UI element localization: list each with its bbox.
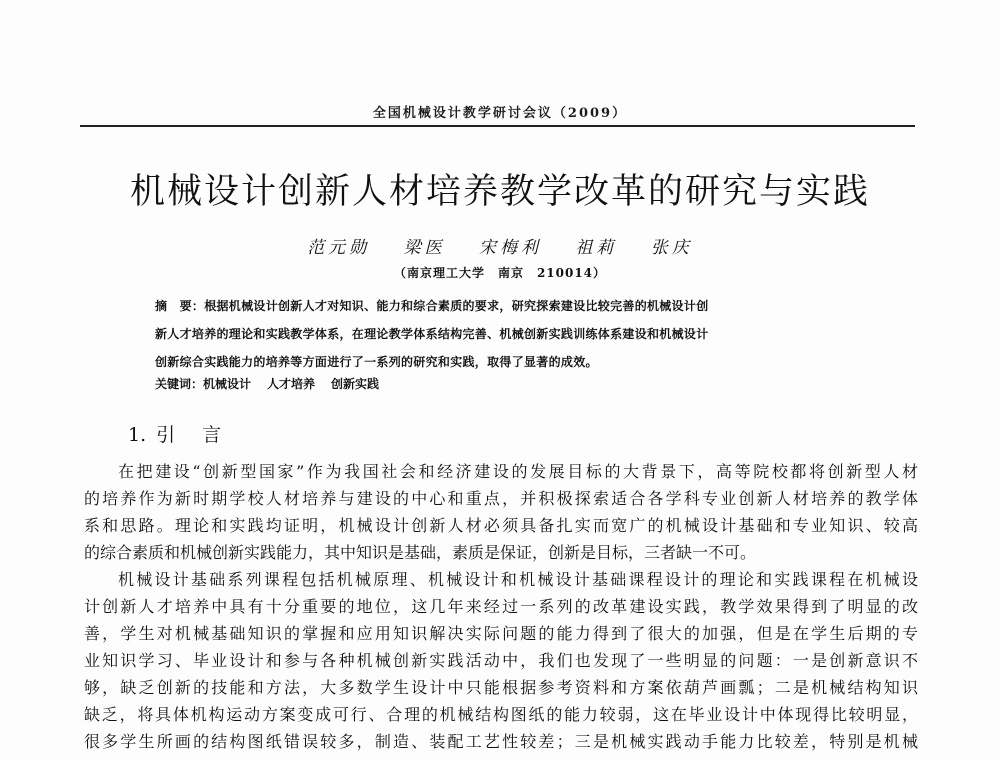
body-line: 的培养作为新时期学校人材培养与建设的中心和重点，并积极探索适合各学科专业创新人材培养的教学体	[84, 489, 918, 508]
body-line: 计创新人才培养中具有十分重要的地位，这几年来经过一系列的改革建设实践，教学效果得到了明显的改	[84, 597, 918, 616]
keywords	[155, 375, 395, 392]
body-line: 在把建设“创新型国家”作为我国社会和经济建设的发展目标的大背景下，高等院校都将创新型人材	[118, 462, 918, 481]
header-rule	[80, 125, 915, 127]
abstract	[155, 292, 860, 376]
abstract-label: 摘 要：	[155, 299, 205, 313]
keywords-label: 关键词：	[155, 377, 204, 391]
body-line: 的综合素质和机械创新实践能力，其中知识是基础，素质是保证，创新是目标，三者缺一不可。	[84, 543, 757, 562]
author-name: 宋梅利	[479, 238, 542, 258]
author-name: 范元勋	[307, 238, 371, 258]
abstract-text: 根据机械设计创新人才对知识、能力和综合素质的要求，研究探索建设比较完善的机械设计创	[204, 299, 709, 313]
abstract-line: 创新综合实践能力的培养等方面进行了一系列的研究和实践，取得了显著的成效。	[155, 355, 598, 369]
author-list	[0, 233, 1000, 258]
affiliation: （南京理工大学 南京 210014）	[393, 266, 607, 280]
running-header: 全国机械设计教学研讨会议（2009）	[372, 106, 628, 121]
body-line: 善，学生对机械基础知识的掌握和应用知识解决实际问题的能力得到了很大的加强，但是在学生后期的专	[84, 624, 918, 643]
body-line: 很多学生所画的结构图纸错误较多，制造、装配工艺性较差；三是机械实践动手能力比较差，特别是机械	[84, 732, 918, 751]
body-line: 机械设计基础系列课程包括机械原理、机械设计和机械设计基础课程设计的理论和实践课程在机械设	[118, 570, 918, 589]
paper-title: 机械设计创新人材培养教学改革的研究与实践	[129, 172, 870, 212]
body-line: 系和思路。理论和实践均证明，机械设计创新人材必须具备扎实而宽广的机械设计基础和专业知识、较高	[84, 516, 918, 535]
section-number: 1.	[128, 424, 147, 446]
keyword: 人才培养	[267, 377, 316, 391]
body-line: 缺乏，将具体机构运动方案变成可行、合理的机械结构图纸的能力较弱，这在毕业设计中体现得比较明显，	[84, 705, 918, 724]
author-name: 祖莉	[575, 238, 618, 258]
keyword: 机械设计	[203, 377, 252, 391]
abstract-line: 新人才培养的理论和实践教学体系，在理论教学体系结构完善、机械创新实践训练体系建设和机械设计	[155, 327, 709, 341]
body-line: 够，缺乏创新的技能和方法，大多数学生设计中只能根据参考资料和方案依葫芦画瓢；二是机械结构知识	[84, 678, 918, 697]
author-name: 梁医	[403, 238, 446, 258]
body-text	[84, 458, 918, 755]
body-line: 业知识学习、毕业设计和参与各种机械创新实践活动中，我们也发现了一些明显的问题：一是创新意识不	[84, 651, 918, 670]
section-heading	[128, 420, 225, 447]
keyword: 创新实践	[331, 377, 380, 391]
abstract-line	[155, 292, 860, 320]
author-name: 张庆	[650, 238, 693, 258]
section-title: 引 言	[156, 424, 226, 446]
